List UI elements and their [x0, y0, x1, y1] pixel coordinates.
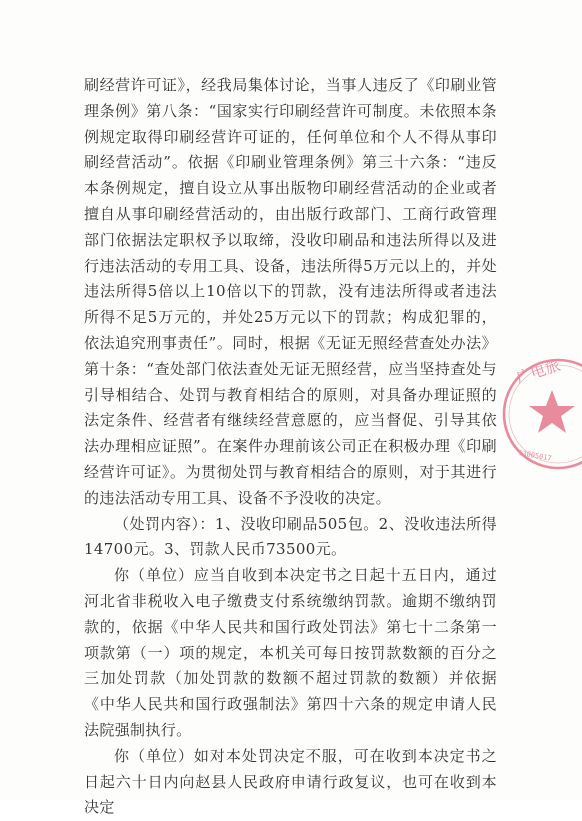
- paragraph-payment-instructions: 你（单位）应当自收到本决定书之日起十五日内，通过河北省非税收入电子缴费支付系统缴纳罚款。逾期不缴纳罚款的，依据《中华人民共和国行政处罚法》第七十二条第一项款第（一）项的规定，本机关可每日按罚款数额的百分之三加处罚款（加处罚款的数额不超过罚款的数额）并依据《中华人民共和国行政强制法》第四十六条的规定申请人民法院强制执行。: [84, 566, 497, 739]
- paragraph-violation-basis: 刷经营许可证》，经我局集体讨论，当事人违反了《印刷业管理条例》第八条：“国家实行印刷经营许可制度。未依照本条例规定取得印刷经营许可证的，任何单位和个人不得从事印刷经营活动”。依据《印刷业管理条例》第三十六条：“违反本条例规定，擅自设立从事出版物印刷经营活动的企业或者擅自从事印刷经营活动的，由出版行政部门、工商行政管理部门依据法定职权予以取缔，没收印刷品和违法所得以及进行违法活动的专用工具、设备，违法所得5万元以上的，并处违法所得5倍以上10倍以下的罚款，没有违法所得或者违法所得不足5万元的，并处25万元以下的罚款；构成犯罪的，依法追究刑事责任”。同时，根据《无证无照经营查处办法》第十条：“查处部门依法查处无证无照经营，应当坚持查处与引导相结合、处罚与教育相结合的原则，对具备办理证照的法定条件、经营者有继续经营意愿的，应当督促、引导其依法办理相应证照”。在案件办理前该公司正在积极办理《印刷经营许可证》。为贯彻处罚与教育相结合的原则，对于其进行的违法活动专用工具、设备不予没收的决定。: [84, 76, 497, 507]
- seal-serial: 13005017: [517, 448, 553, 463]
- paragraph-appeal-rights: 你（单位）如对本处罚决定不服，可在收到本决定书之日起六十日内向赵县人民政府申请行政复议，也可在收到本决定: [84, 746, 497, 817]
- seal-star-icon: [529, 390, 575, 433]
- document-body: [84, 73, 497, 821]
- official-seal: [496, 346, 582, 482]
- seal-text: 广电旅: [514, 355, 563, 388]
- paragraph-penalty-content: （处罚内容）：1、没收印刷品505包。2、没收违法所得14700元。3、罚款人民币73500元。: [84, 514, 497, 559]
- seal-icon: [496, 346, 582, 482]
